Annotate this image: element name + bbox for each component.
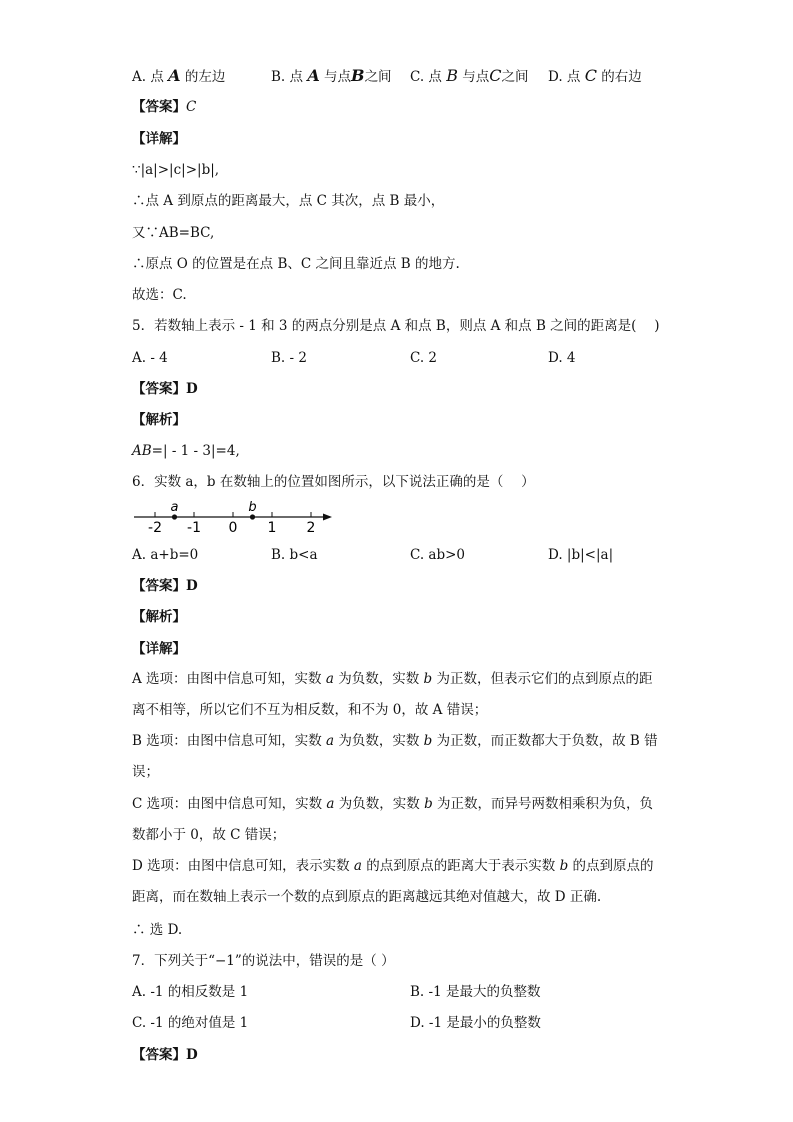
q4-option-d: D. 点 C 的右边	[548, 66, 642, 85]
number-line-tick-label: 0	[228, 520, 238, 536]
q5-analysis-label: 【解析】	[132, 412, 186, 428]
q6-option-b: B. b<a	[271, 547, 318, 563]
q7-option-d: D. -1 是最小的负整数	[410, 1015, 541, 1031]
q7-answer: 【答案】D	[132, 1047, 198, 1063]
q7-stem: 7．下列关于“−1”的说法中，错误的是（ ）	[132, 953, 395, 969]
number-line-figure	[132, 500, 342, 536]
number-line-point-label-b: b	[248, 500, 257, 515]
q4-option-b: B. 点 A 与点B之间	[271, 66, 392, 85]
number-line-arrow	[323, 514, 332, 521]
q4-answer: 【答案】C	[132, 99, 197, 115]
number-line-tick-label: 2	[306, 520, 316, 536]
q5-option-c: C. 2	[410, 350, 438, 366]
q4-detail-line: ∵|a|>|c|>|b|,	[132, 162, 220, 178]
q5-option-d: D. 4	[548, 350, 576, 366]
q4-option-c: C. 点 B 与点C之间	[410, 66, 529, 85]
q6-option-c: C. ab>0	[410, 547, 466, 563]
q4-detail-line: ∴点 A 到原点的距离最大，点 C 其次，点 B 最小，	[132, 193, 445, 209]
number-line-point-label-a: a	[170, 500, 179, 515]
q6-option-b-explanation: B 选项：由图中信息可知，实数 a 为负数，实数 b 为正数，而正数都大于负数，故 B 错误；	[132, 733, 658, 780]
q6-conclusion: ∴ 选 D.	[132, 922, 183, 938]
number-line-tick-label: -1	[187, 520, 201, 536]
q5-option-a: A. - 4	[132, 350, 168, 366]
q7-option-b: B. -1 是最大的负整数	[410, 984, 541, 1000]
q5-analysis: AB=| - 1 - 3|=4,	[132, 443, 240, 459]
number-line-tick-label: -2	[148, 520, 162, 536]
q5-option-b: B. - 2	[271, 350, 307, 366]
q7-option-c: C. -1 的绝对值是 1	[132, 1015, 249, 1031]
q6-option-d-explanation: D 选项：由图中信息可知，表示实数 a 的点到原点的距离大于表示实数 b 的点到原点的距离，而在数轴上表示一个数的点到原点的距离越远其绝对值越大，故 D 正确.	[132, 858, 654, 905]
q5-stem: 5．若数轴上表示 - 1 和 3 的两点分别是点 A 和点 B，则点 A 和点 B 之间的距离是( )	[132, 318, 660, 334]
q6-option-d: D. |b|<|a|	[548, 547, 614, 563]
q4-option-a: A. 点 A 的左边	[132, 66, 226, 85]
q6-stem: 6．实数 a，b 在数轴上的位置如图所示，以下说法正确的是（ ）	[132, 474, 535, 490]
q6-option-c-explanation: C 选项：由图中信息可知，实数 a 为负数，实数 b 为正数，而异号两数相乘积为负，负数都小于 0，故 C 错误；	[132, 796, 654, 843]
q7-option-a: A. -1 的相反数是 1	[132, 984, 249, 1000]
q5-answer: 【答案】D	[132, 381, 198, 397]
number-line-point-b	[250, 514, 255, 519]
number-line-tick-label: 1	[267, 520, 277, 536]
q4-detail-line: 又∵AB=BC,	[132, 225, 215, 241]
number-line-point-a	[172, 514, 177, 519]
q6-detail-label: 【详解】	[132, 641, 186, 657]
q6-analysis-label: 【解析】	[132, 609, 186, 625]
q6-answer: 【答案】D	[132, 578, 198, 594]
q6-option-a: A. a+b=0	[132, 547, 199, 563]
q4-detail-label: 【详解】	[132, 131, 186, 147]
q4-conclusion: 故选：C.	[132, 287, 187, 303]
q4-detail-line: ∴原点 O 的位置是在点 B、C 之间且靠近点 B 的地方.	[132, 256, 460, 272]
q6-option-a-explanation: A 选项：由图中信息可知，实数 a 为负数，实数 b 为正数，但表示它们的点到原点的距离不相等，所以它们不互为相反数，和不为 0，故 A 错误；	[132, 671, 653, 718]
